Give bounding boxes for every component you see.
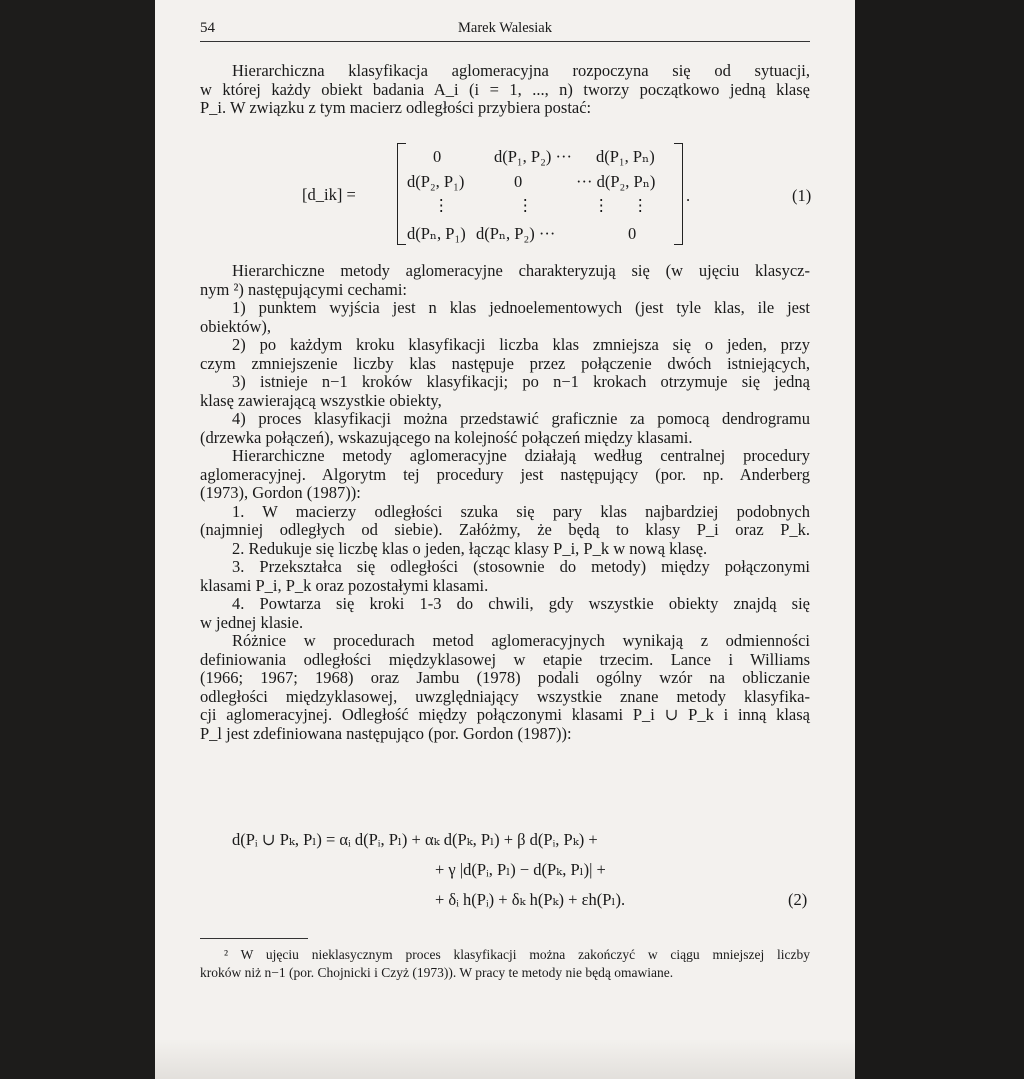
- matrix-left-bracket: [397, 143, 406, 245]
- matrix-vdots: ⋮: [632, 196, 649, 215]
- step-item: 1. W macierzy odległości szuka się pary klas najbardziej podobnych: [232, 501, 810, 521]
- matrix-cell: 0: [433, 147, 442, 166]
- equation-2-line2: + γ |d(Pᵢ, Pₗ) − d(Pₖ, Pₗ)| +: [435, 860, 606, 879]
- equation-2-line3: + δᵢ h(Pᵢ) + δₖ h(Pₖ) + εh(Pₗ).: [435, 890, 626, 909]
- step-item-cont: klasami P_i, P_k oraz pozostałymi klasami.: [200, 575, 489, 595]
- equation-number: (2): [788, 890, 808, 909]
- matrix-cell: d(P₁, P₂) ···: [494, 147, 572, 166]
- text-line: P_i. W związku z tym macierz odległości przybiera postać:: [200, 98, 592, 117]
- list-item: 3) istnieje n−1 kroków klasyfikacji; po n−1 krokach otrzymuje się jedną: [232, 372, 810, 391]
- step-item: 3. Przekształca się odległości (stosownie do metody) między połączonymi: [232, 557, 810, 576]
- text-line: Różnice w procedurach metod aglomeracyjnych wynikają z odmienności: [232, 631, 810, 650]
- matrix-cell: d(Pₙ, P₁): [407, 224, 466, 243]
- matrix-vdots: ⋮: [433, 196, 450, 215]
- step-item: 2. Redukuje się liczbę klas o jeden, łącząc klasy P_i, P_k w nową klasę.: [232, 538, 708, 558]
- text-line: w której każdy obiekt badania A_i (i = 1, ..., n) tworzy początkowo jedną klasę: [200, 79, 810, 99]
- step-item-cont: (najmniej odległych od siebie). Załóżmy, że będą to klasy P_i oraz P_k.: [200, 520, 810, 539]
- equation-number: (1): [792, 186, 812, 205]
- list-item-cont: czym zmniejszenie liczby klas następuje przez połączenie dwóch istniejących,: [200, 353, 810, 373]
- page-number: 54: [200, 20, 215, 36]
- text-line: definiowania odległości międzyklasowej w etapie trzecim. Lance i Williams: [200, 649, 810, 669]
- text-line: aglomeracyjnej. Algorytm tej procedury jest następujący (por. np. Anderberg: [200, 464, 810, 484]
- equation-2-line1: d(Pᵢ ∪ Pₖ, Pₗ) = αᵢ d(Pᵢ, Pₗ) + αₖ d(Pₖ, Pₗ) + β d(Pᵢ, Pₖ) +: [232, 830, 598, 849]
- matrix-right-bracket: [674, 143, 683, 245]
- list-item-cont: obiektów),: [200, 316, 272, 336]
- list-item-cont: klasę zawierającą wszystkie obiekty,: [200, 390, 442, 410]
- matrix-cell: d(P₂, P₁): [407, 172, 465, 191]
- text-line: odległości międzyklasowej, uwzględniający wszystkie znane metody klasyfika-: [200, 686, 810, 706]
- text-line: Hierarchiczne metody aglomeracyjne charakteryzują się (w ujęciu klasycz-: [232, 261, 810, 280]
- text-line: Hierarchiczna klasyfikacja aglomeracyjna rozpoczyna się od sytuacji,: [232, 61, 810, 80]
- matrix-cell: 0: [514, 172, 523, 191]
- matrix-cell: ··· d(P₂, Pₙ): [576, 172, 656, 191]
- distance-matrix: [d_ik] = 0 d(P₁, P₂) ··· d(P₁, Pₙ) d(P₂, P₁) 0 ··· d(P₂, Pₙ) ⋮ ⋮ ⋮ ⋮ d(Pₙ, P₁) d(Pₙ, P₂) ··· 0 . (1): [0, 0, 1024, 260]
- footnote-line: ² W ujęciu nieklasycznym proces klasyfikacji można zakończyć w ciągu mniejszej liczby: [224, 947, 810, 962]
- running-title: Marek Walesiak: [458, 20, 552, 36]
- matrix-cell: 0: [628, 224, 637, 243]
- list-item: 4) proces klasyfikacji można przedstawić graficznie za pomocą dendrogramu: [232, 409, 810, 428]
- text-line: (1966; 1967; 1968) oraz Jambu (1978) podali ogólny wzór na obliczanie: [200, 668, 810, 687]
- list-item-cont: (drzewka połączeń), wskazującego na kolejność połączeń między klasami.: [200, 427, 693, 447]
- text-line: Hierarchiczne metody aglomeracyjne działają według centralnej procedury: [232, 446, 810, 465]
- text-line: P_l jest zdefiniowana następująco (por. Gordon (1987)):: [200, 723, 572, 743]
- list-item: 2) po każdym kroku klasyfikacji liczba klas zmniejsza się o jeden, przy: [232, 335, 810, 354]
- matrix-cell: d(P₁, Pₙ): [596, 147, 655, 166]
- matrix-vdots: ⋮: [593, 196, 610, 215]
- footnote: [200, 946, 810, 982]
- step-item-cont: w jednej klasie.: [200, 612, 304, 632]
- text-line: (1973), Gordon (1987)):: [200, 483, 361, 502]
- text-line: nym ²) następującymi cechami:: [200, 279, 407, 299]
- text-line: cji aglomeracyjnej. Odległość między połączonymi klasami P_i ∪ P_k i inną klasą: [200, 705, 810, 724]
- matrix-cell: d(Pₙ, P₂) ···: [476, 224, 556, 243]
- matrix-lhs: [d_ik] =: [302, 185, 356, 204]
- footnote-line: kroków niż n−1 (por. Chojnicki i Czyż (1973)). W pracy te metody nie będą omawiane.: [200, 965, 674, 980]
- matrix-vdots: ⋮: [517, 196, 534, 215]
- footnote-rule: [200, 938, 308, 939]
- list-item: 1) punktem wyjścia jest n klas jednoelementowych (jest tyle klas, ile jest: [232, 298, 810, 317]
- step-item: 4. Powtarza się kroki 1-3 do chwili, gdy wszystkie obiekty znajdą się: [232, 594, 810, 613]
- paragraph-features: [200, 262, 810, 743]
